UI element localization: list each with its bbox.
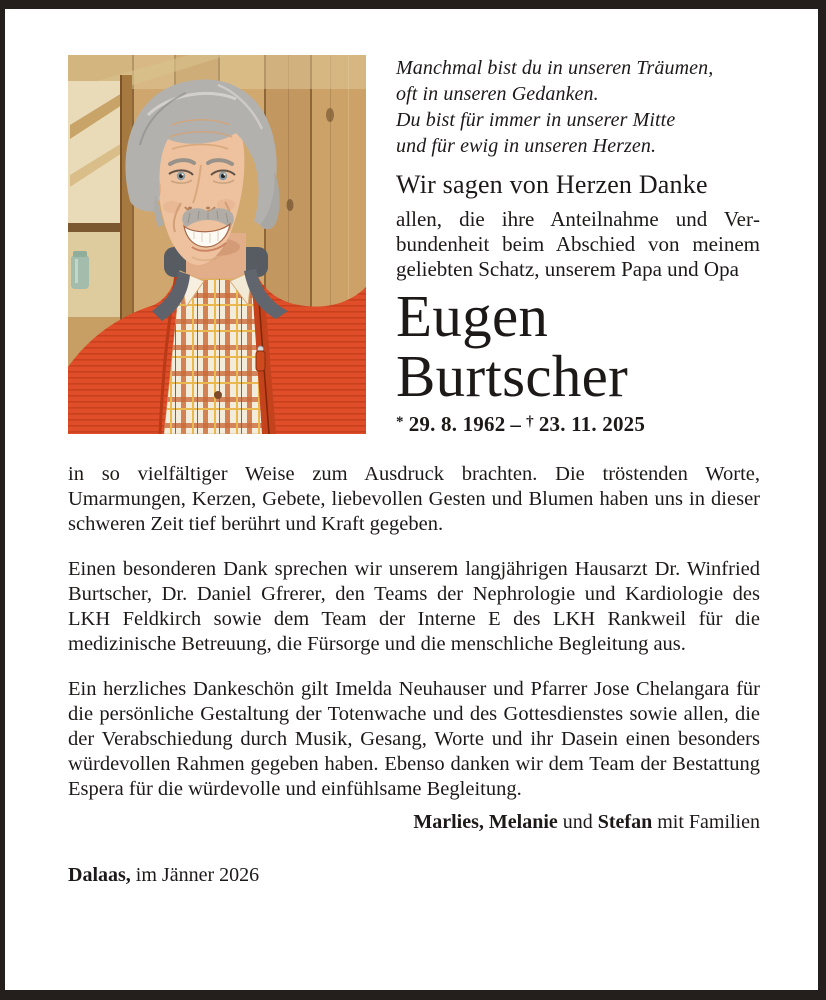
paragraph-2: Einen besonderen Dank sprechen wir unserem langjährigen Hausarzt Dr. Winfried Burtscher, Dr. Daniel Gfrerer, den Teams der Nephrologie und Kardiologie des LKH Feldkirch sowie dem Team der Interne E des LKH Rankweil für die medizinische Betreuung, die Fürsorge und die menschliche Begleitung aus. (68, 558, 760, 655)
dates-separator: – (510, 412, 522, 436)
family-suffix: mit Familien (652, 811, 760, 833)
intro-paragraph: allen, die ihre Anteilnahme und Verbundenheit beim Abschied von meinem geliebten Schatz, unserem Papa und Opa (396, 207, 760, 281)
place-date-line (68, 863, 760, 888)
family-name-bold-2: Stefan (597, 811, 653, 833)
verse-line: oft in unseren Gedanken. (396, 83, 599, 105)
portrait-photo (68, 55, 366, 434)
last-name: Burtscher (396, 343, 629, 409)
deceased-name (396, 283, 760, 409)
life-dates (396, 412, 760, 437)
birth-date: 29. 8. 1962 (408, 412, 506, 436)
first-name: Eugen (396, 283, 549, 349)
place-name: Dalaas, (68, 864, 131, 886)
thanks-heading: Wir sagen von Herzen Danke (396, 170, 708, 199)
date-text: im Jänner 2026 (130, 864, 260, 886)
thanks-body (68, 462, 760, 888)
death-symbol: † (526, 414, 534, 430)
verse-line: und für ewig in unseren Herzen. (396, 135, 657, 157)
paragraph-3: Ein herzliches Dankeschön gilt Imelda Neuhauser und Pfarrer Jose Chelangara für die persönliche Gestaltung der Totenwache und des Gottesdienstes sowie allen, die der Verabschiedung durch Musik, Gesang, Worte und ihr Dasein einen besonders würdevollen Rahmen gegeben haben. Ebenso danken wir dem Team der Bestattung Espera für die würdevolle und einfühlsame Begleitung. (68, 678, 760, 800)
memorial-verse (396, 55, 760, 159)
family-connector: und (557, 811, 598, 833)
header-column (396, 55, 760, 437)
birth-symbol: * (396, 414, 404, 430)
verse-line: Manchmal bist du in unseren Träumen, (396, 57, 714, 79)
family-names-bold: Marlies, Melanie (413, 811, 558, 833)
paragraph-1: in so vielfältiger Weise zum Ausdruck brachten. Die tröstenden Worte, Umarmungen, Kerzen, Gebete, liebevollen Gesten und Blumen haben uns in dieser schweren Zeit tief berührt und Kraft gegeben. (68, 463, 760, 535)
verse-line: Du bist für immer in unserer Mitte (396, 109, 676, 131)
family-signature (68, 810, 760, 835)
death-date: 23. 11. 2025 (538, 412, 646, 436)
